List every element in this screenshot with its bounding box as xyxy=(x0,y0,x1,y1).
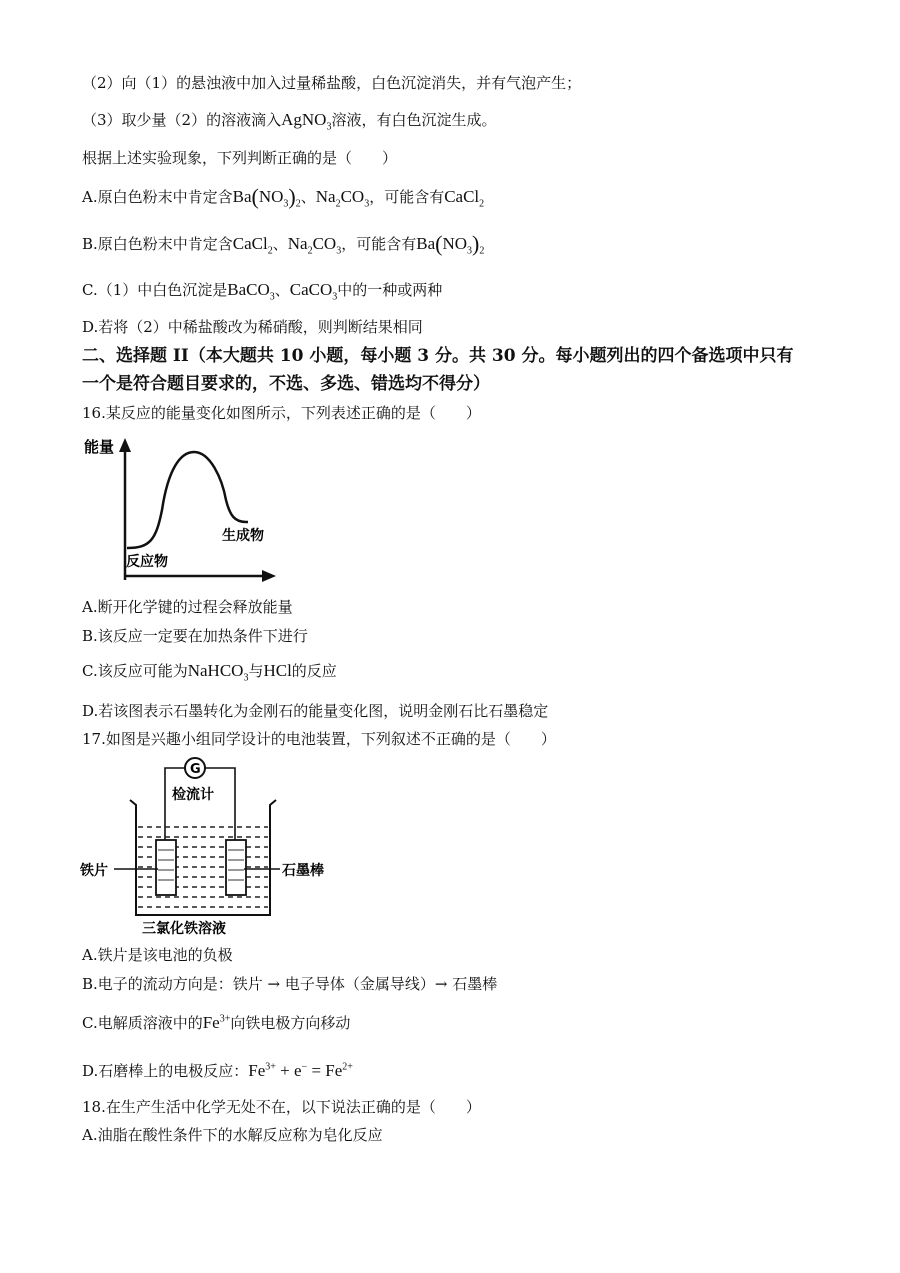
q17-option-b: B.电子的流动方向是：铁片 → 电子导体（金属导线）→ 石墨棒 xyxy=(82,975,498,993)
q15-step2: （2）向（1）的悬浊液中加入过量稀盐酸，白色沉淀消失，并有气泡产生； xyxy=(82,74,582,92)
section-heading-line2: 一个是符合题目要求的，不选、多选、错选均不得分） xyxy=(82,374,490,394)
q18-option-a: A.油脂在酸性条件下的水解反应称为皂化反应 xyxy=(82,1126,383,1144)
q15-step3: （3）取少量（2）的溶液滴入AgNO$_3$溶液，有白色沉淀生成。 xyxy=(82,110,497,133)
section-heading-line1: 二、选择题 II（本大题共 10 小题，每小题 3 分。共 30 分。每小题列出的四个备选项中只有 xyxy=(82,346,794,366)
q17-option-d: D.石磨棒上的电极反应：$Fe^{3+} + e^- = Fe^{2+}$ xyxy=(82,1061,353,1080)
q18-stem: 18.在生产生活中化学无处不在，以下说法正确的是（ ） xyxy=(82,1098,481,1116)
q15-option-d: D.若将（2）中稀盐酸改为稀硝酸，则判断结果相同 xyxy=(82,318,423,336)
q17-option-a: A.铁片是该电池的负极 xyxy=(82,946,233,964)
q16-option-b: B.该反应一定要在加热条件下进行 xyxy=(82,627,308,645)
q15-stem: 根据上述实验现象，下列判断正确的是（ ） xyxy=(82,149,398,167)
iron-electrode xyxy=(156,840,176,895)
iron-label: 铁片 xyxy=(80,863,108,879)
left-wire xyxy=(165,768,185,840)
q16-option-d: D.若该图表示石墨转化为金刚石的能量变化图，说明金刚石比石墨稳定 xyxy=(82,702,549,720)
x-axis-arrow xyxy=(262,570,276,582)
battery-diagram xyxy=(80,755,340,935)
graphite-label: 石墨棒 xyxy=(282,863,324,879)
graphite-electrode xyxy=(226,840,246,895)
q17-option-c: C.电解质溶液中的$Fe^{3+}$向铁电极方向移动 xyxy=(82,1013,351,1032)
y-axis-arrow xyxy=(119,438,131,452)
q15-option-b: B.原白色粉末中肯定含CaCl$_2$、$Na_2CO_3$，可能含有$Ba(NO_3)_2$ xyxy=(82,231,485,257)
q15-option-c: C.（1）中白色沉淀是BaCO$_3$、CaCO$_3$中的一种或两种 xyxy=(82,280,443,303)
q16-option-a: A.断开化学键的过程会释放能量 xyxy=(82,598,293,616)
product-label: 生成物 xyxy=(222,528,264,544)
right-wire xyxy=(205,768,235,840)
q16-stem: 16.某反应的能量变化如图所示，下列表述正确的是（ ） xyxy=(82,404,481,422)
galvanometer-symbol: G xyxy=(190,762,201,777)
galvanometer-label: 检流计 xyxy=(172,787,214,803)
reactant-label: 反应物 xyxy=(126,554,168,570)
q16-option-c: C.该反应可能为NaHCO$_3$与HCl的反应 xyxy=(82,661,337,684)
energy-diagram xyxy=(80,430,290,590)
q17-stem: 17.如图是兴趣小组同学设计的电池装置，下列叙述不正确的是（ ） xyxy=(82,730,556,748)
energy-axis-label: 能量 xyxy=(84,438,115,456)
solution-label: 三氯化铁溶液 xyxy=(142,921,226,935)
q15-option-a: A.原白色粉末中肯定含$Ba(NO_3)_2$、$Na_2CO_3$，可能含有CaCl$_2$ xyxy=(82,184,485,210)
